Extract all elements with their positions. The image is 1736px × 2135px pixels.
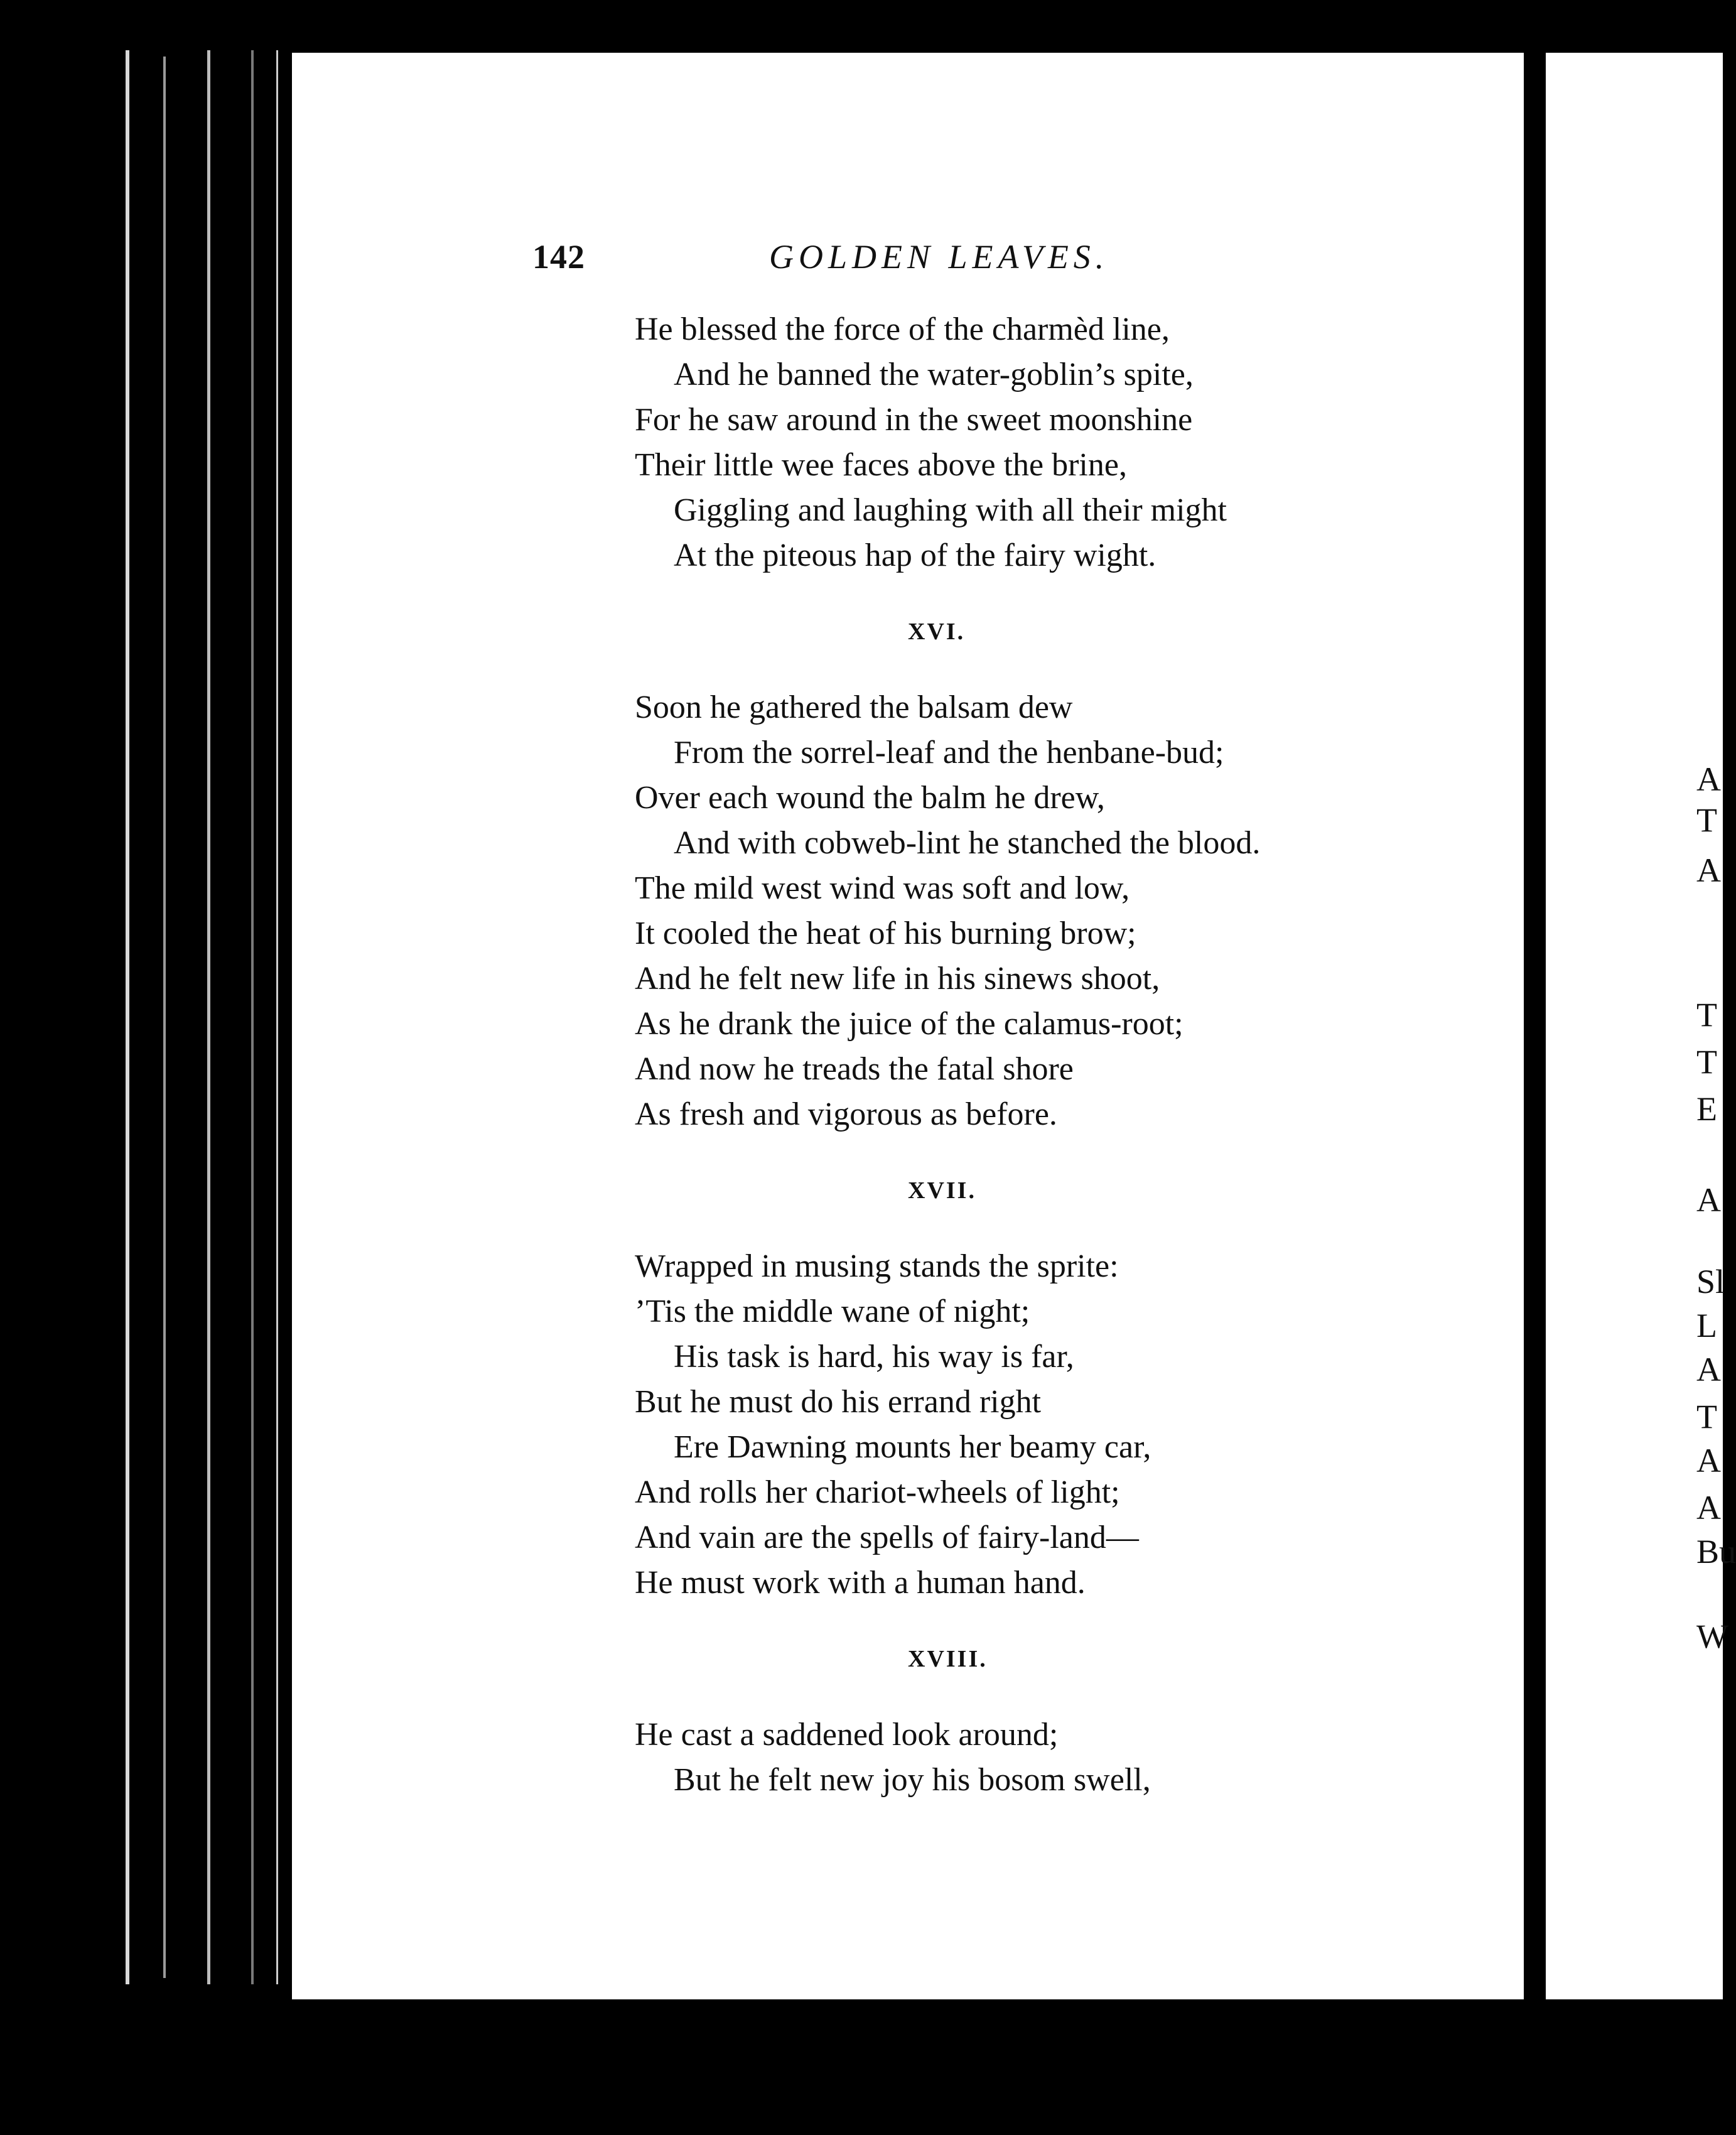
poem-line: At the piteous hap of the fairy wight.	[674, 538, 1156, 573]
poem-line: His task is hard, his way is far,	[674, 1339, 1074, 1375]
facing-page-fragment: T	[1696, 996, 1717, 1034]
poem-line: Their little wee faces above the brine,	[635, 447, 1127, 483]
poem-text	[635, 307, 1451, 1803]
poem-line: Soon he gathered the balsam dew	[635, 689, 1073, 725]
poem-line: But he felt new joy his bosom swell,	[674, 1762, 1151, 1798]
stanza-number: XVIII.	[908, 1646, 988, 1672]
poem-line: As fresh and vigorous as before.	[635, 1096, 1057, 1132]
facing-page-fragment: T	[1696, 801, 1717, 839]
facing-page-fragment: Sl	[1696, 1263, 1725, 1300]
facing-page-fragment: T	[1696, 1043, 1717, 1081]
stanza-number: XVI.	[908, 619, 966, 645]
poem-line: ’Tis the middle wane of night;	[635, 1294, 1030, 1329]
poem-line: And with cobweb-lint he stanched the blood.	[674, 825, 1261, 861]
poem-line: From the sorrel-leaf and the henbane-bud;	[674, 735, 1224, 770]
book-page-142	[292, 53, 1524, 1999]
facing-page-fragment: A	[1696, 760, 1721, 798]
poem-line: As he drank the juice of the calamus-root;	[635, 1006, 1183, 1042]
page-edge-stripe	[126, 50, 129, 1984]
poem-line: And he banned the water-goblin’s spite,	[674, 357, 1194, 392]
poem-line: Ere Dawning mounts her beamy car,	[674, 1429, 1151, 1465]
page-header	[292, 237, 1524, 300]
facing-page-edge	[1546, 53, 1736, 1999]
facing-page-fragment: A	[1696, 1489, 1721, 1527]
poem-line: Wrapped in musing stands the sprite:	[635, 1248, 1119, 1284]
running-title: GOLDEN LEAVES.	[769, 238, 1109, 276]
poem-line: The mild west wind was soft and low,	[635, 870, 1130, 906]
facing-page-fragment: A	[1696, 1181, 1721, 1219]
poem-line: And now he treads the fatal shore	[635, 1051, 1074, 1087]
page-edge-stripe	[276, 50, 278, 1984]
page-edge-stripe	[163, 57, 166, 1978]
page-number: 142	[532, 238, 585, 276]
facing-page-fragment: L	[1696, 1307, 1717, 1344]
poem-line: It cooled the heat of his burning brow;	[635, 916, 1136, 951]
poem-line: He must work with a human hand.	[635, 1565, 1086, 1601]
poem-line: And rolls her chariot-wheels of light;	[635, 1474, 1120, 1510]
facing-page-fragment: W	[1696, 1618, 1728, 1655]
facing-page-fragment: A	[1696, 1351, 1721, 1388]
facing-page-fragment: Bu	[1696, 1533, 1736, 1570]
stanza-number: XVII.	[908, 1177, 976, 1204]
poem-line: And vain are the spells of fairy-land—	[635, 1520, 1139, 1555]
poem-line: He cast a saddened look around;	[635, 1717, 1059, 1753]
facing-page-fragment: E	[1696, 1090, 1717, 1128]
poem-line: And he felt new life in his sinews shoot,	[635, 961, 1160, 997]
facing-page-fragment: A	[1696, 1442, 1721, 1479]
poem-line: For he saw around in the sweet moonshine	[635, 402, 1193, 438]
facing-page-fragment: A	[1696, 851, 1721, 889]
poem-line: But he must do his errand right	[635, 1384, 1042, 1420]
poem-line: He blessed the force of the charmèd line,	[635, 311, 1170, 347]
page-edge-stripe	[207, 50, 210, 1984]
page-edge-stripe	[251, 50, 254, 1984]
facing-page-fragment: T	[1696, 1398, 1717, 1435]
poem-line: Giggling and laughing with all their might	[674, 492, 1227, 528]
poem-line: Over each wound the balm he drew,	[635, 780, 1105, 816]
